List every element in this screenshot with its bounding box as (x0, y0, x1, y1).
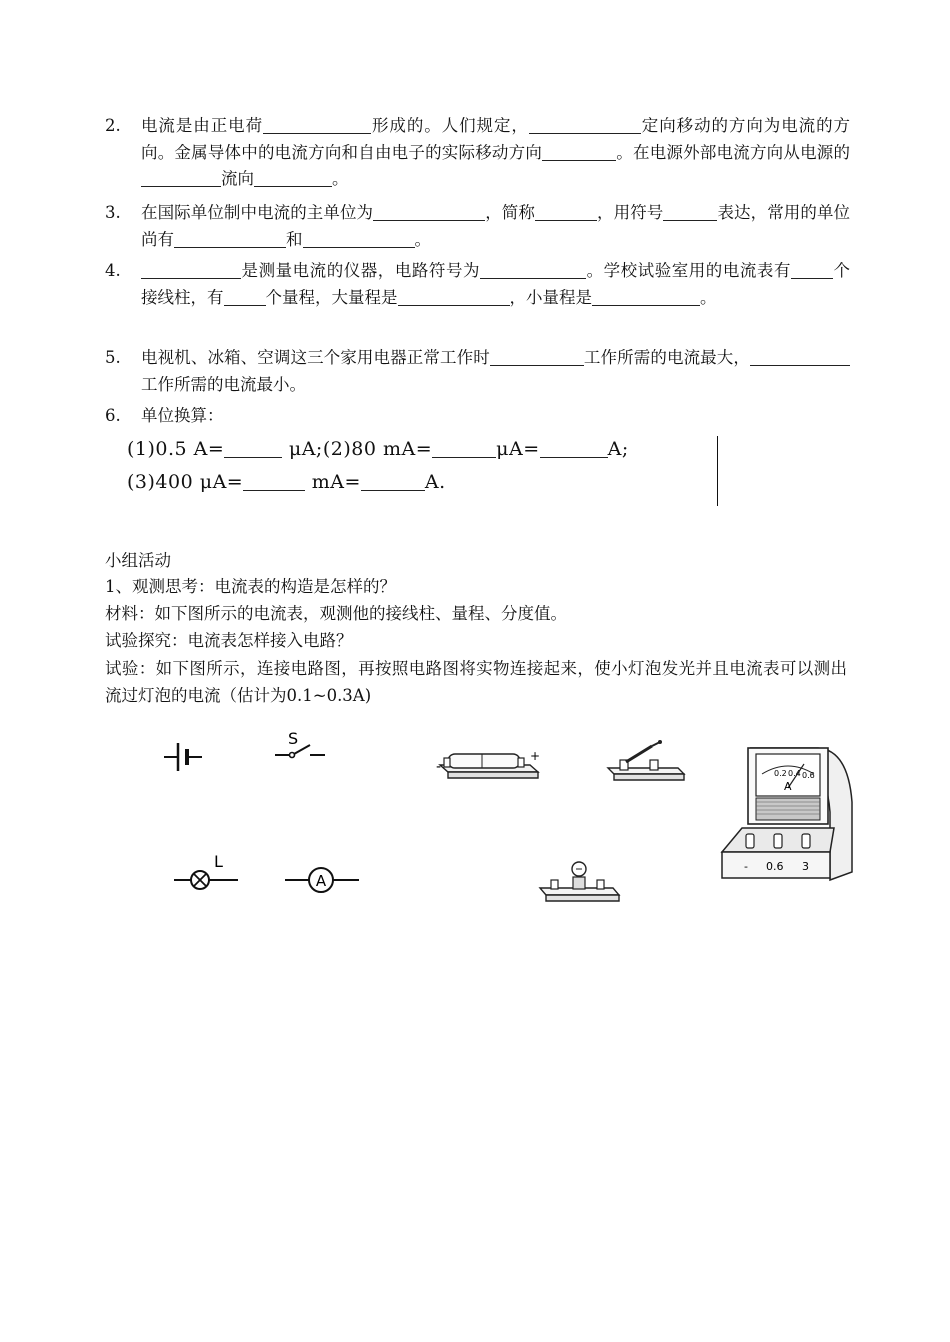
meter-unit: A (784, 780, 792, 793)
answer-text: 在国际单位制中电流的主单位为 (141, 203, 374, 222)
answer-text: 电流是由正电荷 (141, 116, 264, 135)
answer-text: 表达，常用的单位尚有 (141, 203, 851, 249)
answer-blank[interactable] (398, 288, 510, 306)
conversion-line-1 (127, 432, 629, 466)
question-body (141, 345, 850, 398)
battery-minus-label: - (436, 759, 442, 775)
conversion-blank[interactable] (224, 438, 282, 458)
question-number: 4. (105, 261, 121, 280)
conversion-line-2 (127, 465, 446, 499)
activity-line-2: 材料：如下图所示的电流表，观测他的接线柱、量程、分度值。 (105, 604, 567, 623)
meter-terminal-3: 3 (802, 860, 809, 873)
answer-text: 定向移动的方向为电流的方向。金属导体中的电流方向和自由电子的实际移动方向 (141, 116, 851, 162)
battery-plus-label: + (530, 749, 541, 763)
question-number: 6. (105, 406, 121, 425)
conversion-text: (3)400 μA= (127, 471, 244, 493)
answer-text: 是测量电流的仪器，电路符号为 (241, 261, 481, 280)
answer-text: 和 (286, 229, 303, 249)
conversion-text: mA= (305, 471, 361, 493)
conversion-text: A; (607, 438, 629, 460)
conversion-blank[interactable] (361, 471, 425, 491)
answer-text: 。在电源外部电流方向从电源的 (616, 142, 851, 162)
conversion-blank[interactable] (432, 438, 496, 458)
answer-blank[interactable] (663, 204, 717, 222)
switch-label: S (288, 729, 299, 748)
answer-text: 。 (700, 287, 717, 307)
answer-blank[interactable] (224, 288, 266, 306)
conversion-text: A. (424, 471, 446, 493)
ammeter-label: A (315, 872, 327, 890)
battery-holder-icon (430, 740, 545, 790)
answer-text: ，小量程是 (509, 287, 592, 307)
conversion-blank[interactable] (243, 471, 305, 491)
lamp-label: L (214, 852, 223, 871)
meter-scale-1: 0.4 (788, 769, 801, 778)
activity-line-1: 1、观测思考：电流表的构造是怎样的？ (105, 577, 396, 596)
activity-heading: 小组活动 (105, 551, 171, 570)
lamp-symbol-icon (170, 850, 245, 895)
lamp-holder-icon (535, 855, 625, 910)
question-2 (105, 113, 850, 193)
answer-text: 流向 (221, 169, 254, 188)
answer-text: 个接线柱，有 (141, 261, 851, 307)
question-3 (105, 200, 850, 253)
divider-line (717, 436, 718, 506)
question-number: 3. (105, 203, 121, 222)
answer-blank[interactable] (791, 262, 833, 280)
answer-text: ，简称 (485, 203, 535, 222)
activity-line-3: 试验探究：电流表怎样接入电路？ (105, 631, 353, 650)
answer-blank[interactable] (303, 230, 415, 248)
question-4 (105, 258, 850, 311)
question-number: 5. (105, 348, 121, 367)
answer-text: 工作所需的电流最大， (583, 348, 750, 367)
answer-blank[interactable] (529, 117, 641, 135)
answer-blank[interactable] (490, 349, 584, 367)
meter-scale-0: 0.2 (774, 769, 787, 778)
ammeter-symbol-icon (283, 860, 363, 900)
answer-blank[interactable] (692, 288, 700, 306)
answer-blank[interactable] (542, 143, 616, 161)
answer-blank[interactable] (592, 288, 692, 306)
ammeter-device-icon (718, 742, 858, 884)
answer-blank[interactable] (141, 170, 221, 188)
meter-terminal-minus: - (744, 860, 748, 873)
answer-text: 。 (332, 169, 349, 188)
answer-text: 形成的。人们规定， (371, 116, 529, 135)
battery-symbol-icon (160, 735, 210, 780)
question-body (141, 200, 850, 253)
answer-blank[interactable] (373, 204, 485, 222)
answer-text: 个量程，大量程是 (265, 287, 398, 307)
answer-blank[interactable] (535, 204, 597, 222)
question-body (141, 258, 850, 311)
conversion-text: μA= (496, 438, 540, 460)
question-body (141, 113, 850, 193)
answer-blank[interactable] (174, 230, 286, 248)
answer-text: 。 (414, 229, 431, 249)
meter-terminal-0-6: 0.6 (766, 860, 784, 873)
knife-switch-icon (600, 740, 690, 790)
question-5 (105, 345, 850, 398)
question-6 (105, 403, 850, 430)
answer-blank[interactable] (263, 117, 371, 135)
conversion-text: (1)0.5 A= (127, 438, 225, 460)
activity-line-4: 试验：如下图所示，连接电路图，再按照电路图将实物连接起来，使小灯泡发光并且电流表可以测出流过灯泡的电流（估计为0.1~0.3A) (105, 659, 847, 705)
answer-blank[interactable] (750, 349, 850, 367)
answer-text: 单位换算： (141, 406, 224, 425)
answer-text: ，用符号 (596, 203, 664, 222)
answer-blank[interactable] (141, 262, 241, 280)
conversion-text: μA;(2)80 mA= (282, 438, 433, 460)
question-body (141, 403, 850, 430)
answer-text: 电视机、冰箱、空调这三个家用电器正常工作时 (141, 348, 490, 367)
question-number: 2. (105, 116, 121, 135)
answer-blank[interactable] (480, 262, 586, 280)
meter-scale-2: 0.6 (802, 771, 815, 780)
answer-text: 。学校试验室用的电流表有 (586, 261, 791, 280)
answer-text: 工作所需的电流最小。 (141, 374, 306, 394)
conversion-blank[interactable] (540, 438, 608, 458)
answer-blank[interactable] (254, 170, 332, 188)
switch-symbol-icon (270, 727, 330, 767)
